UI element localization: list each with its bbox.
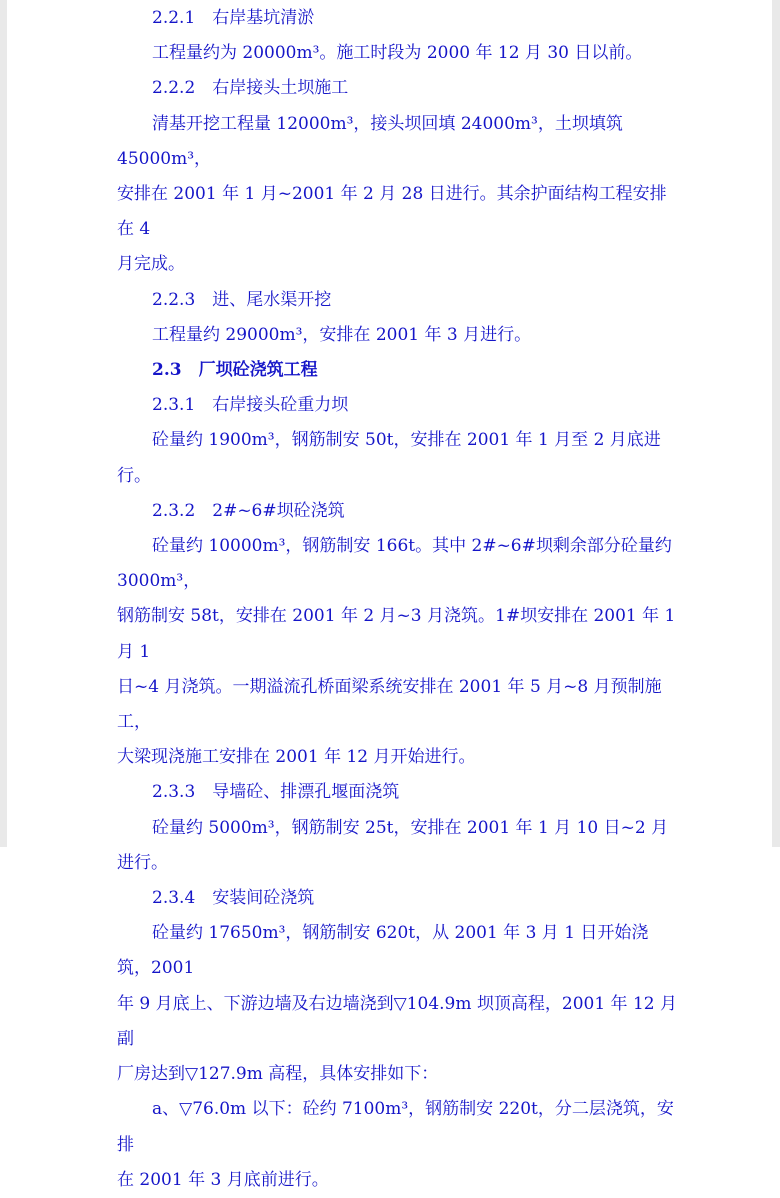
section-heading-2-3-2: 2.3.2 2#~6#坝砼浇筑 bbox=[152, 500, 345, 521]
section-heading-2-3-3: 2.3.3 导墙砼、排漂孔堰面浇筑 bbox=[152, 782, 400, 803]
paragraph-line: 安排在 2001 年 1 月~2001 年 2 月 28 日进行。其余护面结构工程安排在 4 bbox=[117, 184, 667, 240]
paragraph-line: 在 2001 年 3 月底前进行。 bbox=[117, 1169, 329, 1190]
viewer-left-edge bbox=[0, 0, 7, 847]
paragraph-line: 年 9 月底上、下游边墙及右边墙浇到▽104.9m 坝顶高程，2001 年 12 月副 bbox=[117, 993, 677, 1049]
section-heading-2-3-4: 2.3.4 安装间砼浇筑 bbox=[152, 888, 315, 909]
paragraph-line: 砼量约 1900m³，钢筋制安 50t，安排在 2001 年 1 月至 2 月底进行。 bbox=[117, 430, 661, 486]
list-item-a: a、▽76.0m 以下：砼约 7100m³，钢筋制安 220t，分二层浇筑，安排 bbox=[117, 1099, 674, 1155]
section-heading-2-2-2: 2.2.2 右岸接头土坝施工 bbox=[152, 78, 349, 99]
paragraph-line: 砼量约 10000m³，钢筋制安 166t。其中 2#~6#坝剩余部分砼量约 3000m³， bbox=[117, 536, 678, 592]
viewer-right-edge bbox=[772, 0, 780, 847]
paragraph-line: 清基开挖工程量 12000m³，接头坝回填 24000m³，土坝填筑 45000m³， bbox=[117, 113, 629, 169]
paragraph-line: 厂房达到▽127.9m 高程，具体安排如下： bbox=[117, 1064, 439, 1085]
paragraph-line: 工程量约为 20000m³。施工时段为 2000 年 12 月 30 日以前。 bbox=[152, 43, 643, 64]
section-heading-2-2-1: 2.2.1 右岸基坑清淤 bbox=[152, 8, 315, 28]
section-heading-2-3: 2.3 厂坝砼浇筑工程 bbox=[152, 360, 318, 381]
document-page bbox=[7, 0, 772, 1190]
section-heading-2-2-3: 2.2.3 进、尾水渠开挖 bbox=[152, 289, 332, 310]
document-body bbox=[117, 0, 681, 1198]
paragraph-line: 大梁现浇施工安排在 2001 年 12 月开始进行。 bbox=[117, 747, 476, 768]
paragraph-line: 月完成。 bbox=[117, 254, 185, 275]
paragraph-line: 砼量约 5000m³，钢筋制安 25t，安排在 2001 年 1 月 10 日~2 月进行。 bbox=[117, 817, 669, 873]
section-heading-2-3-1: 2.3.1 右岸接头砼重力坝 bbox=[152, 395, 349, 416]
paragraph-line: 钢筋制安 58t，安排在 2001 年 2 月~3 月浇筑。1#坝安排在 2001 年 1 月 1 bbox=[117, 606, 681, 662]
paragraph-line: 工程量约 29000m³，安排在 2001 年 3 月进行。 bbox=[152, 324, 532, 345]
paragraph-line: 砼量约 17650m³，钢筋制安 620t，从 2001 年 3 月 1 日开始浇筑，2001 bbox=[117, 923, 649, 979]
paragraph-line: 日~4 月浇筑。一期溢流孔桥面梁系统安排在 2001 年 5 月~8 月预制施工， bbox=[117, 676, 662, 733]
